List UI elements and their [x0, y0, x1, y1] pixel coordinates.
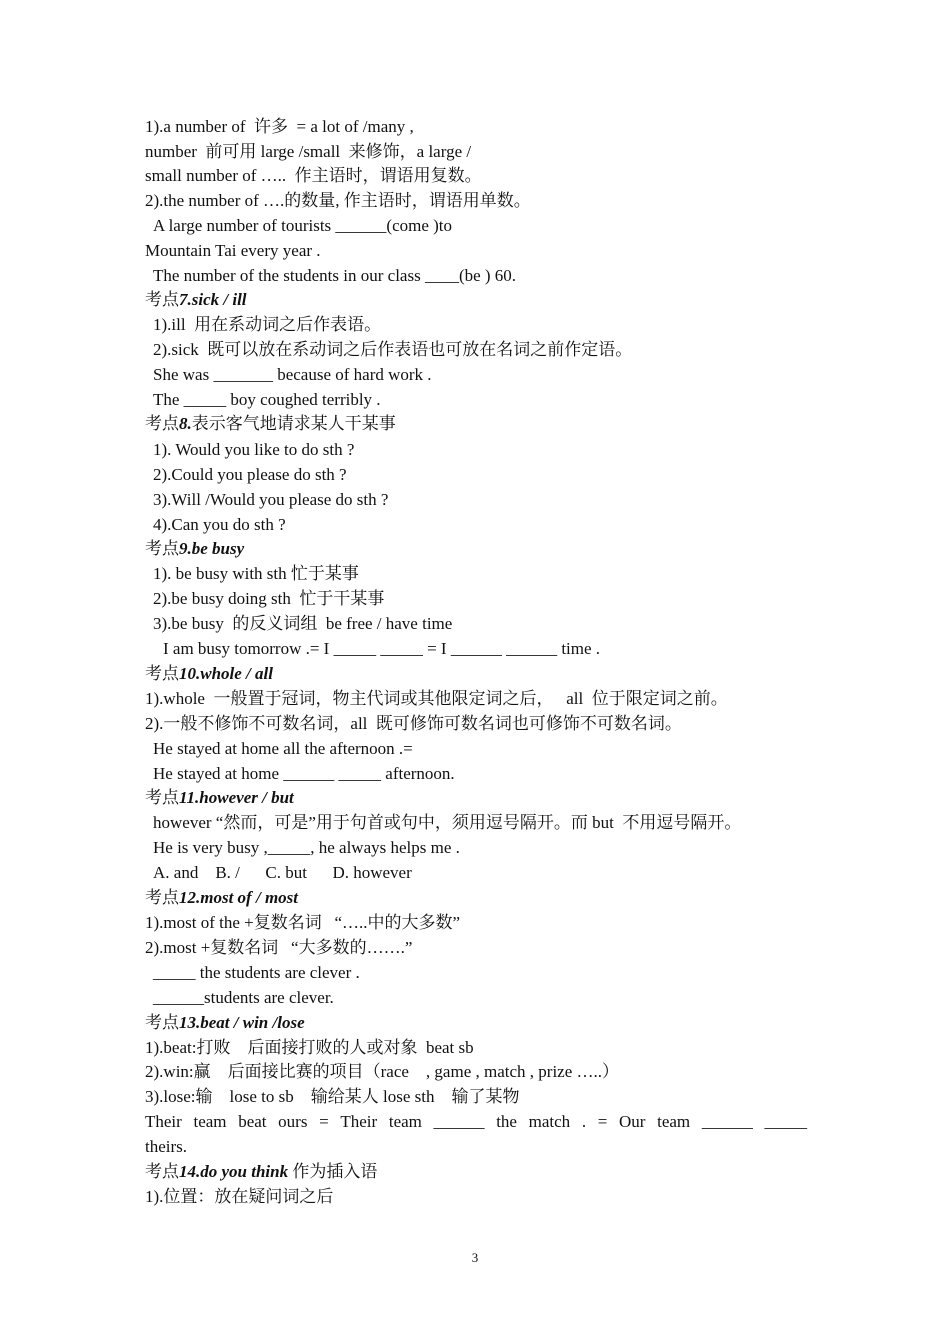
section-heading: 考点9.be busy [145, 539, 245, 558]
word: match [528, 1112, 571, 1131]
section-heading: 考点12.most of / most [145, 888, 299, 907]
text-line: 1).beat:打败 后面接打败的人或对象 beat sb [145, 1038, 474, 1057]
text-line: 2).be busy doing sth 忙于干某事 [153, 589, 385, 608]
word: . [581, 1112, 587, 1131]
word: Their [145, 1112, 182, 1131]
text-line: 4).Can you do sth ? [153, 515, 286, 534]
word: _____ [764, 1112, 807, 1131]
text-line: 1).a number of 许多 = a lot of /many , [145, 117, 414, 136]
text-line: however “然而，可是”用于句首或句中，须用逗号隔开。而 but 不用逗号隔开。 [153, 813, 742, 832]
answer-options: A. and B. / C. but D. however [153, 863, 412, 882]
example-sentence [145, 1112, 807, 1132]
section-heading: 考点10.whole / all [145, 664, 273, 683]
section-heading: 考点14.do you think 作为插入语 [145, 1162, 378, 1181]
word: ours [278, 1112, 308, 1131]
example-sentence: The _____ boy coughed terribly . [153, 390, 381, 409]
example-sentence: She was _______ because of hard work . [153, 365, 432, 384]
text-line: 1). be busy with sth 忙于某事 [153, 564, 359, 583]
text-line: 1).ill 用在系动词之后作表语。 [153, 315, 382, 334]
text-line: 2).the number of ….的数量, 作主语时，谓语用单数。 [145, 191, 531, 210]
text-line: 3).Will /Would you please do sth ? [153, 490, 389, 509]
example-sentence: Mountain Tai every year . [145, 241, 321, 260]
text-line: 1). Would you like to do sth ? [153, 440, 355, 459]
text-line: 1).位置：放在疑问词之后 [145, 1187, 334, 1206]
text-line: 1).whole 一般置于冠词，物主代词或其他限定词之后， all 位于限定词之前。 [145, 689, 728, 708]
word: Our [619, 1112, 646, 1131]
example-sentence: A large number of tourists ______(come )to [153, 216, 453, 235]
word: ______ [433, 1112, 485, 1131]
text-line: 2).most +复数名词 “大多数的…….” [145, 938, 413, 957]
section-heading: 考点13.beat / win /lose [145, 1013, 305, 1032]
example-sentence: He stayed at home all the afternoon .= [153, 739, 413, 758]
text-line: 2).win:赢 后面接比赛的项目（race , game , match , prize …..） [145, 1062, 620, 1081]
text-line: 2).一般不修饰不可数名词，all 既可修饰可数名词也可修饰不可数名词。 [145, 714, 682, 733]
word: beat [238, 1112, 267, 1131]
example-sentence: He stayed at home ______ _____ afternoon. [153, 764, 455, 783]
example-sentence: ______students are clever. [153, 988, 334, 1007]
page-number: 3 [471, 1250, 479, 1265]
word: the [496, 1112, 517, 1131]
section-heading: 考点11.however / but [145, 788, 294, 807]
example-sentence: He is very busy ,_____, he always helps me . [153, 838, 460, 857]
word: = [597, 1112, 608, 1131]
word: team [193, 1112, 227, 1131]
text-line: 3).be busy 的反义词组 be free / have time [153, 614, 453, 633]
example-sentence: I am busy tomorrow .= I _____ _____ = I ______ ______ time . [163, 639, 601, 658]
text-line: number 前可用 large /small 来修饰，a large / [145, 142, 472, 161]
word: Their [340, 1112, 378, 1131]
word: = [319, 1112, 329, 1131]
text-line: 3).lose:输 lose to sb 输给某人 lose sth 输了某物 [145, 1087, 520, 1106]
word: team [657, 1112, 691, 1131]
text-line: small number of ….. 作主语时，谓语用复数。 [145, 166, 482, 185]
text-line: 1).most of the +复数名词 “…..中的大多数” [145, 913, 461, 932]
section-heading: 考点7.sick / ill [145, 290, 247, 309]
example-sentence: The number of the students in our class ____(be ) 60. [153, 266, 517, 285]
section-heading: 考点8.表示客气地请求某人干某事 [145, 414, 396, 433]
word: ______ [701, 1112, 753, 1131]
text-line: 2).Could you please do sth ? [153, 465, 347, 484]
example-sentence: theirs. [145, 1137, 188, 1156]
text-line: 2).sick 既可以放在系动词之后作表语也可放在名词之前作定语。 [153, 340, 633, 359]
example-sentence: _____ the students are clever . [153, 963, 360, 982]
word: team [388, 1112, 422, 1131]
